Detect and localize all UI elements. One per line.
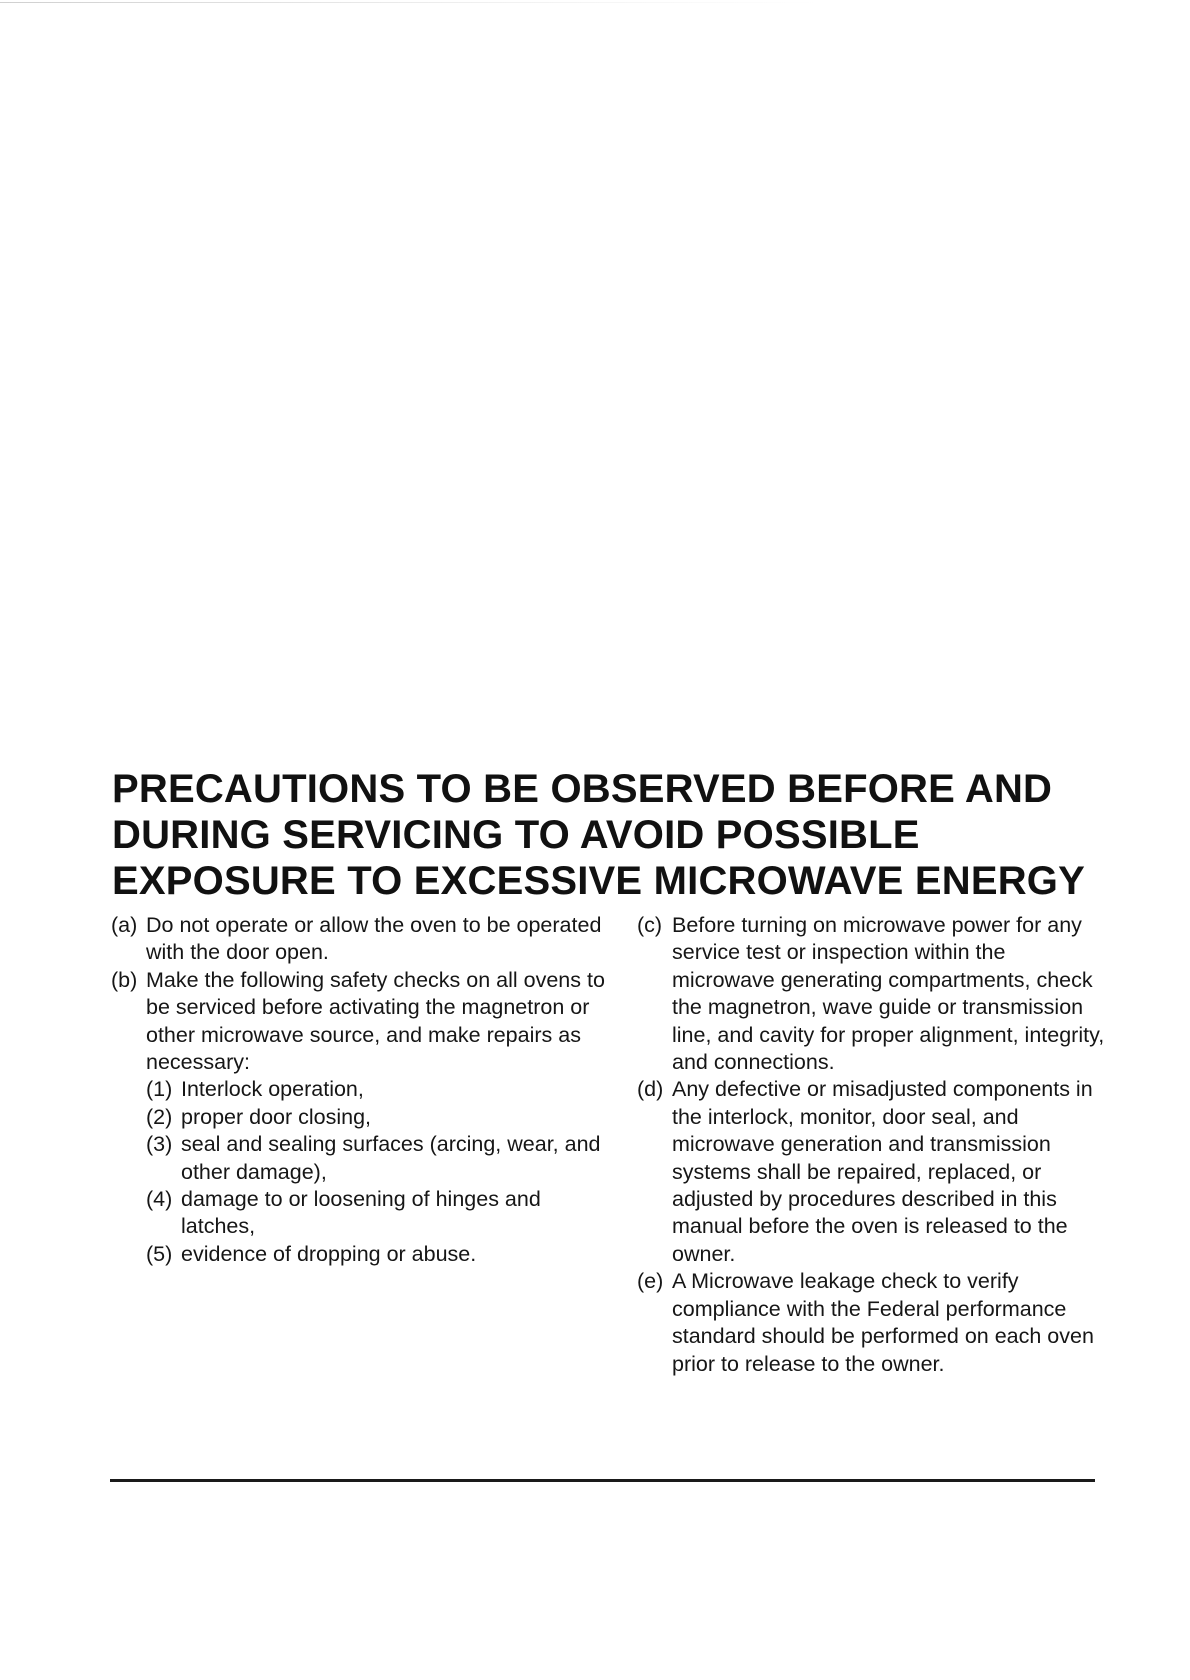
precaution-item-e <box>637 1268 1107 1378</box>
subitem-label: (2) <box>146 1104 173 1129</box>
title-line-1: PRECAUTIONS TO BE OBSERVED BEFORE AND <box>112 767 1053 811</box>
left-column <box>111 912 611 1268</box>
item-label: (b) <box>111 967 138 992</box>
subitem-text: evidence of dropping or abuse. <box>181 1241 477 1266</box>
safety-check-3 <box>111 1131 611 1186</box>
precaution-item-d <box>637 1076 1107 1268</box>
item-label: (d) <box>637 1077 664 1102</box>
precaution-item-c <box>637 912 1107 1076</box>
subitem-label: (1) <box>146 1077 173 1102</box>
safety-check-2 <box>111 1104 611 1131</box>
item-label: (c) <box>637 913 663 937</box>
item-label: (a) <box>111 913 138 937</box>
item-text: Do not operate or allow the oven to be operated with the door open. <box>146 913 602 965</box>
page-title <box>112 766 1112 904</box>
subitem-text: seal and sealing surfaces (arcing, wear, and other damage), <box>181 1132 601 1184</box>
title-line-2: DURING SERVICING TO AVOID POSSIBLE <box>112 813 920 857</box>
horizontal-rule <box>110 1479 1095 1482</box>
subitem-text: Interlock operation, <box>181 1077 364 1102</box>
scan-edge-line <box>0 2 820 3</box>
safety-check-5 <box>111 1241 611 1268</box>
subitem-label: (5) <box>146 1241 173 1266</box>
item-text: Before turning on microwave power for any service test or inspection within the microwave generating compartments, check the magnetron, wave guide or transmission line, and cavity for proper alignment, integrity, and connections. <box>672 913 1105 1075</box>
item-text: Any defective or misadjusted components in the interlock, monitor, door seal, and microwave generation and transmission systems shall be repaired, replaced, or adjusted by procedures described in this manual before the oven is released to the owner. <box>672 1077 1093 1266</box>
right-column <box>637 912 1107 1378</box>
subitem-label: (4) <box>146 1187 173 1212</box>
safety-check-1 <box>111 1076 611 1103</box>
subitem-text: damage to or loosening of hinges and latches, <box>181 1187 541 1239</box>
precaution-item-a <box>111 912 611 967</box>
subitem-label: (3) <box>146 1132 173 1157</box>
title-line-3: EXPOSURE TO EXCESSIVE MICROWAVE ENERGY <box>112 859 1085 903</box>
safety-check-4 <box>111 1186 611 1241</box>
item-label: (e) <box>637 1269 664 1294</box>
precaution-item-b <box>111 967 611 1077</box>
item-text: Make the following safety checks on all ovens to be serviced before activating the magnetron or other microwave source, and make repairs as necessary: <box>146 967 605 1075</box>
item-text: A Microwave leakage check to verify compliance with the Federal performance standard should be performed on each oven prior to release to the owner. <box>672 1269 1094 1376</box>
subitem-text: proper door closing, <box>181 1104 372 1129</box>
